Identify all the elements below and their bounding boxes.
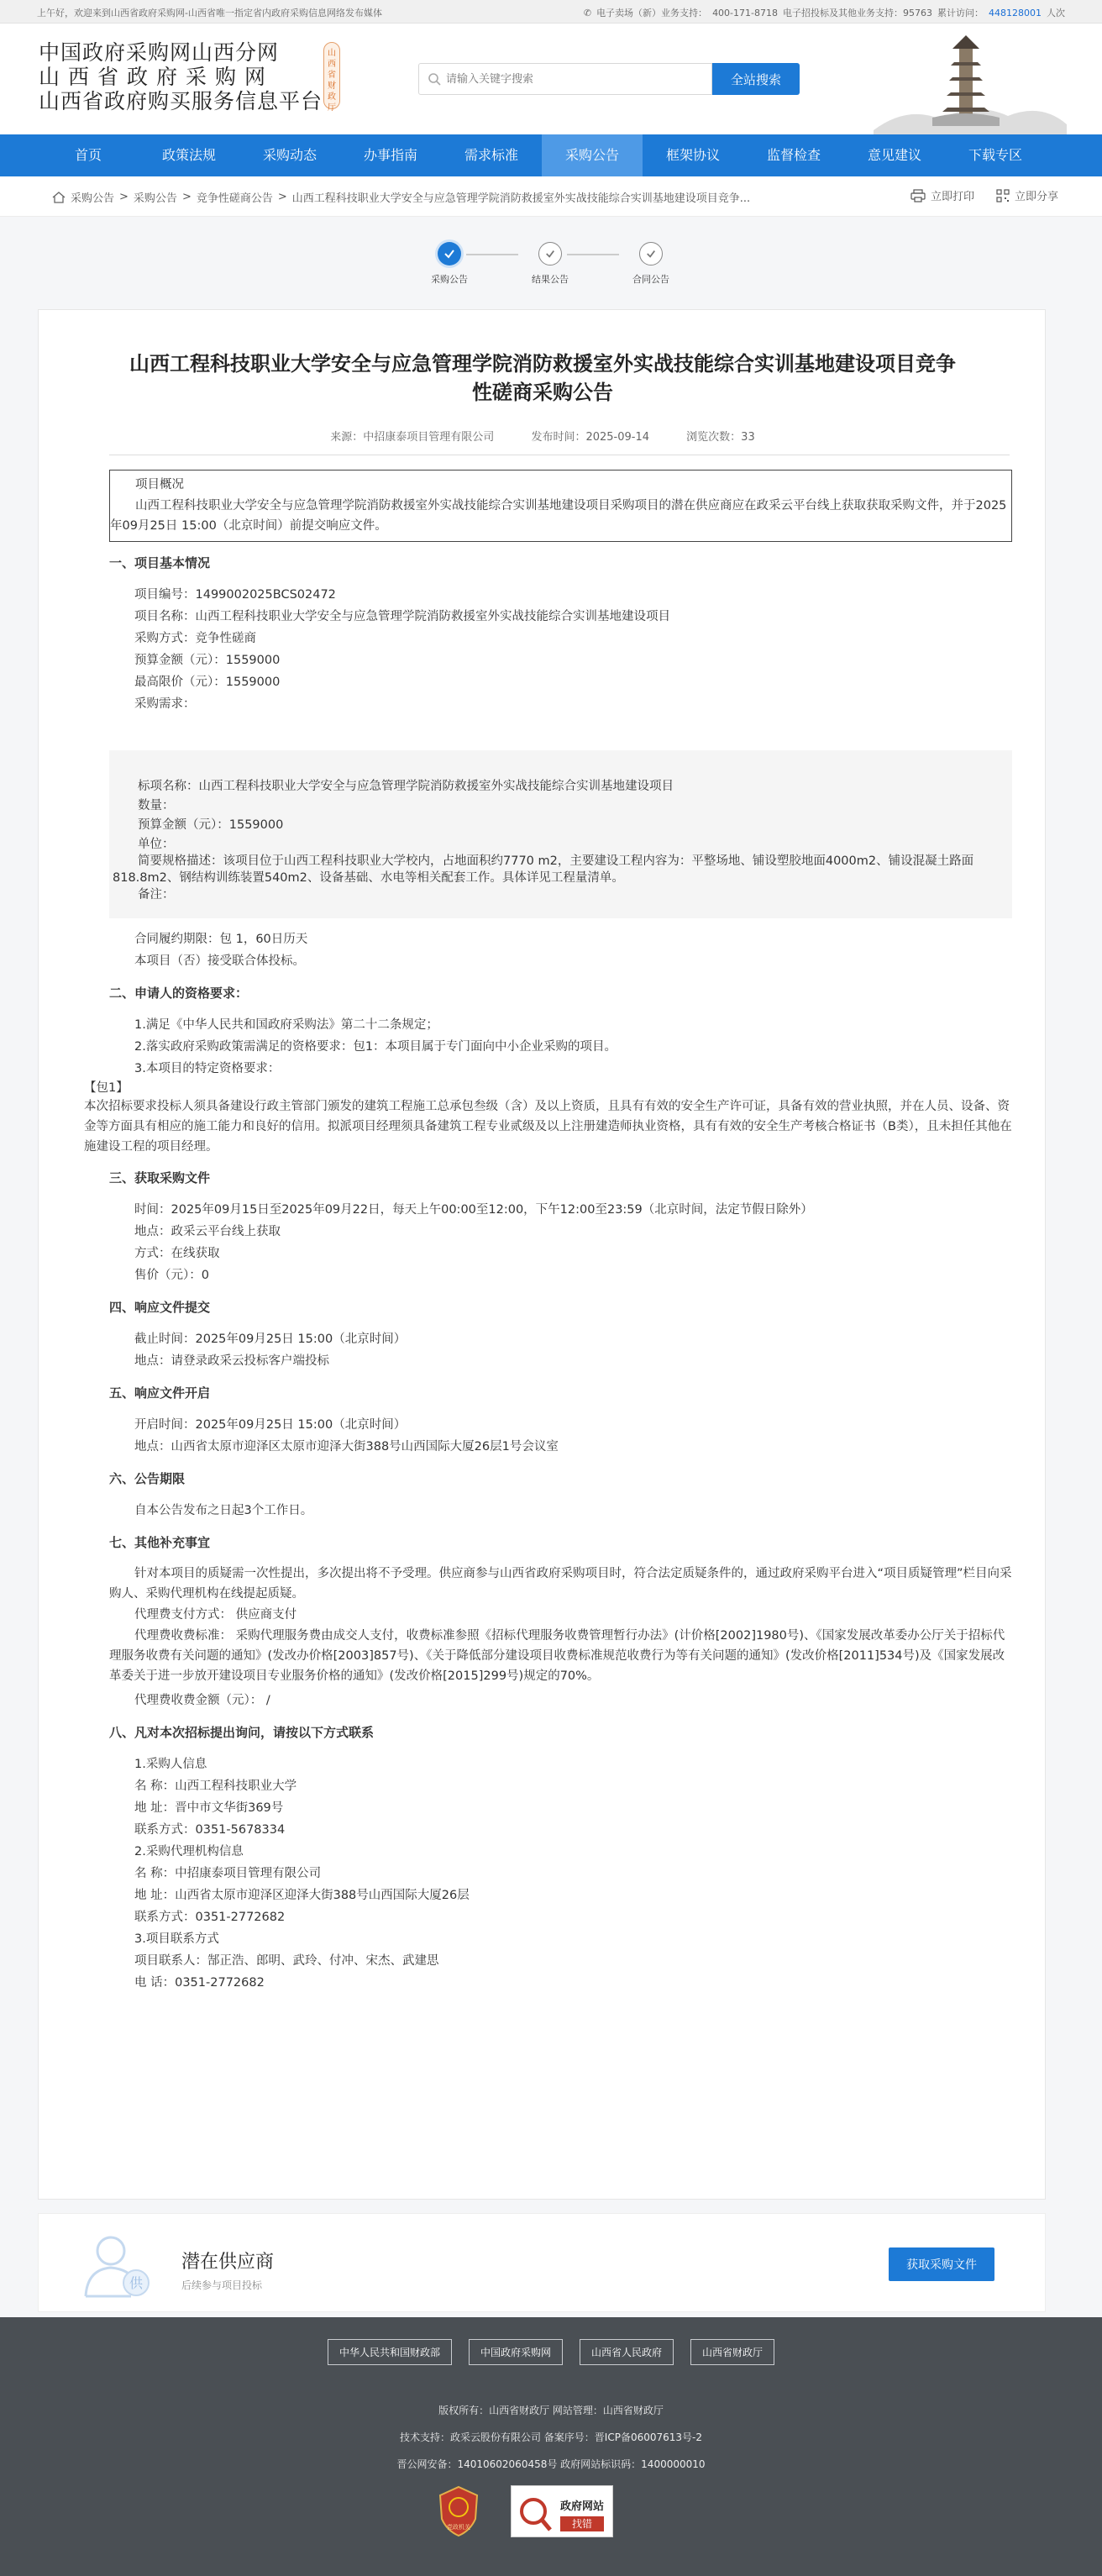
step-connector xyxy=(567,254,619,255)
breadcrumb-item-2[interactable]: 采购公告 xyxy=(133,192,177,205)
article-panel xyxy=(38,309,1046,2200)
section-1-after: 合同履约期限：包 1，60日历天 xyxy=(134,933,308,946)
potential-supplier-card xyxy=(38,2213,1046,2312)
overview-box xyxy=(109,470,1012,542)
qr-code-icon xyxy=(996,189,1010,202)
site-logo[interactable] xyxy=(39,40,323,113)
section-5-line: 开启时间：2025年09月25日 15:00（北京时间） xyxy=(134,1418,407,1432)
date-label: 发布时间： xyxy=(531,431,586,444)
section-2-title: 二、申请人的资格要求： xyxy=(109,986,249,1001)
section-8-title: 八、凡对本次招标提出询问，请按以下方式联系 xyxy=(109,1725,375,1740)
site-header xyxy=(0,24,1102,134)
footer-links xyxy=(0,2339,1102,2365)
breadcrumb-current: 山西工程科技职业大学安全与应急管理学院消防救援室外实战技能综合实训基地建设项目竞争... xyxy=(291,192,751,205)
footer-link-shanxi-finance[interactable]: 山西省财政厅 xyxy=(690,2339,774,2365)
section-5-line: 地点：山西省太原市迎泽区太原市迎泽大街388号山西国际大厦26层1号会议室 xyxy=(134,1440,559,1454)
overview-text: 山西工程科技职业大学安全与应急管理学院消防救援室外实战技能综合实训基地建设项目采购项目的潜在供应商应在政采云平台线上获取获取采购文件，并于2025年09月25日 15:00（北京时间）前提交响应文件。 xyxy=(110,499,1007,533)
section-2-line: 1.满足《中华人民共和国政府采购法》第二十二条规定； xyxy=(134,1018,438,1032)
contact-line: 1.采购人信息 xyxy=(134,1758,207,1771)
support-info xyxy=(584,6,1065,19)
logo-line-3: 山西省政府购买服务信息平台 xyxy=(39,89,323,113)
badge2-title: 政府网站 xyxy=(559,2500,605,2513)
date-value: 2025-09-14 xyxy=(585,431,650,444)
footer-security: 晋公网安备：14010602060458号 政府网站标识码：1400000010 xyxy=(396,2458,706,2470)
site-footer xyxy=(0,2317,1102,2576)
source-label: 来源： xyxy=(330,431,364,444)
section-1-line: 项目编号：1499002025BCS02472 xyxy=(134,588,336,602)
seal-badge: 山西省财政厅 xyxy=(323,42,340,109)
contact-line: 地 址：晋中市文华街369号 xyxy=(134,1801,284,1815)
section-7-pay: 代理费支付方式： 供应商支付 xyxy=(134,1608,297,1622)
breadcrumb xyxy=(0,176,1102,217)
nav-item-downloads[interactable]: 下载专区 xyxy=(968,147,1022,163)
main-nav xyxy=(0,134,1102,176)
nav-item-news[interactable]: 采购动态 xyxy=(262,147,317,163)
section-7-title: 七、其他补充事宜 xyxy=(109,1535,211,1550)
print-button[interactable] xyxy=(910,187,974,203)
contact-line: 3.项目联系方式 xyxy=(134,1932,219,1946)
logo-line-1: 中国政府采购网山西分网 xyxy=(39,40,280,65)
step-connector xyxy=(466,254,518,255)
step-done-icon xyxy=(438,242,461,265)
party-gov-badge-icon[interactable] xyxy=(437,2485,480,2537)
section-2-line: 2.落实政府采购政策需满足的资格要求：包1：本项目属于专门面向中小企业采购的项目。 xyxy=(134,1040,617,1054)
section-1-line: 最高限价（元）：1559000 xyxy=(134,676,281,689)
section-4-title: 四、响应文件提交 xyxy=(109,1300,211,1315)
badge1-text: 党政机关 xyxy=(447,2524,470,2531)
step-announcement[interactable] xyxy=(420,242,479,286)
package-label: 【包1】 xyxy=(84,1081,129,1095)
footer-link-shanxi-gov[interactable]: 山西省人民政府 xyxy=(580,2339,674,2365)
print-label: 立即打印 xyxy=(930,191,974,203)
nav-item-framework[interactable]: 框架协议 xyxy=(665,147,720,163)
article-views xyxy=(686,431,755,444)
requirement-spec: 简要规格描述：该项目位于山西工程科技职业大学校内，占地面积约7770 m2，主要建设工程内容为：平整场地、铺设塑胶地面4000m2、铺设混凝土路面818.8m2、钢结构训练装置540m2、设备基础、水电等相关配套工作。具体详见工程量清单。 xyxy=(113,854,974,885)
visits-label: 累计访问： xyxy=(937,8,984,18)
section-7-fee: 代理费收费标准： 采购代理服务费由成交人支付，收费标准参照《招标代理服务收费管理暂行办法》(计价格[2002]1980号)、《国家发展改革委办公厅关于招标代理服务收费有关问题的通知》(发改办价格[2003]857号)、《关于降低部分建设项目收费标准规范收费行为等有关问题的通知》(发改价格[2011]534号)及《国家发展改革委关于进一步放开建设项目专业服务价格的通知》(发改价格[2015]299号)规定的70%。 xyxy=(109,1629,1005,1683)
search-icon xyxy=(428,72,441,86)
breadcrumb-item-3[interactable]: 竞争性磋商公告 xyxy=(196,192,273,205)
section-5-title: 五、响应文件开启 xyxy=(109,1385,211,1401)
contact-line: 项目联系人：郜正浩、郎明、武玲、付冲、宋杰、武建思 xyxy=(134,1954,439,1968)
visits-unit: 人次 xyxy=(1047,8,1065,18)
footer-link-ccgp[interactable]: 中国政府采购网 xyxy=(469,2339,563,2365)
section-4-line: 截止时间：2025年09月25日 15:00（北京时间） xyxy=(134,1333,407,1346)
share-label: 立即分享 xyxy=(1014,191,1058,203)
other-support: 电子招投标及其他业务支持：95763 xyxy=(783,8,932,18)
section-1-line: 预算金额（元）：1559000 xyxy=(134,654,281,667)
requirements-box xyxy=(109,750,1012,918)
nav-item-standards[interactable]: 需求标准 xyxy=(464,147,518,163)
footer-link-mof[interactable]: 中华人民共和国财政部 xyxy=(328,2339,452,2365)
visits-count: 448128001 xyxy=(989,7,1042,18)
requirement-line: 预算金额（元）：1559000 xyxy=(138,818,284,832)
gov-site-error-badge[interactable] xyxy=(511,2485,613,2537)
step-result[interactable] xyxy=(521,242,580,286)
nav-item-home[interactable]: 首页 xyxy=(74,147,102,163)
section-4-line: 地点：请登录政采云投标客户端投标 xyxy=(134,1354,329,1368)
section-6-title: 六、公告期限 xyxy=(109,1471,186,1486)
supplier-avatar-icon xyxy=(81,2231,156,2300)
service-phone: 400-171-8718 xyxy=(712,7,778,18)
supplier-avatar-char: 供 xyxy=(129,2275,144,2291)
step-check-icon xyxy=(639,242,663,265)
section-3-line: 方式：在线获取 xyxy=(134,1247,220,1260)
section-3-line: 售价（元）：0 xyxy=(134,1269,209,1282)
requirement-line: 数量： xyxy=(138,799,175,812)
article-title: 山西工程科技职业大学安全与应急管理学院消防救援室外实战技能综合实训基地建设项目竞争性磋商采购公告 xyxy=(129,352,956,404)
printer-icon xyxy=(910,189,926,202)
section-1-line: 采购方式：竞争性磋商 xyxy=(134,632,256,645)
article-date xyxy=(531,431,649,444)
nav-item-supervision[interactable]: 监督检查 xyxy=(766,147,821,163)
requirement-line: 标项名称：山西工程科技职业大学安全与应急管理学院消防救援室外实战技能综合实训基地建设项目 xyxy=(138,780,674,793)
breadcrumb-separator: > xyxy=(119,191,129,203)
progress-steps xyxy=(420,242,672,299)
home-icon[interactable] xyxy=(52,192,66,203)
section-3-line: 地点：政采云平台线上获取 xyxy=(134,1225,281,1238)
overview-title: 项目概况 xyxy=(135,478,184,492)
requirement-line: 单位： xyxy=(138,838,175,851)
nav-item-feedback[interactable]: 意见建议 xyxy=(867,147,921,163)
step-label: 采购公告 xyxy=(431,274,468,285)
logo-line-2: 山西省政府采购网 xyxy=(39,65,275,89)
section-7-paragraph: 针对本项目的质疑需一次性提出，多次提出将不予受理。供应商参与山西省政府采购项目时，符合法定质疑条件的，通过政府采购平台进入“项目质疑管理”栏目向采购人、采购代理机构在线提起质疑。 xyxy=(109,1567,1012,1601)
section-1-title: 一、项目基本情况 xyxy=(109,555,211,570)
breadcrumb-separator: > xyxy=(181,191,192,203)
contact-line: 联系方式：0351-5678334 xyxy=(134,1823,286,1837)
breadcrumb-item-1[interactable]: 采购公告 xyxy=(71,192,115,205)
top-bar xyxy=(0,0,1102,24)
search-button[interactable]: 全站搜索 xyxy=(712,63,800,95)
share-button[interactable] xyxy=(996,187,1058,203)
breadcrumb-separator: > xyxy=(277,191,287,203)
footer-copyright: 版权所有：山西省财政厅 网站管理：山西省财政厅 xyxy=(438,2405,664,2416)
section-1-line: 采购需求： xyxy=(134,697,196,711)
contact-line: 电 话：0351-2772682 xyxy=(134,1976,265,1990)
badge2-sub: 找错 xyxy=(571,2518,593,2530)
section-1-after: 本项目（否）接受联合体投标。 xyxy=(134,954,305,968)
contact-line: 名 称：山西工程科技职业大学 xyxy=(134,1780,297,1793)
step-check-icon xyxy=(538,242,562,265)
article-meta xyxy=(39,428,1047,444)
magnifier-icon xyxy=(512,2486,614,2538)
section-7-amount: 代理费收费金额（元）： / xyxy=(134,1694,270,1707)
nav-item-policy[interactable]: 政策法规 xyxy=(161,147,216,163)
supplier-title: 潜在供应商 xyxy=(181,2252,275,2273)
section-3-title: 三、获取采购文件 xyxy=(109,1170,211,1185)
requirement-note: 备注： xyxy=(138,888,175,902)
phone-icon: ✆ xyxy=(583,7,592,18)
get-documents-button[interactable]: 获取采购文件 xyxy=(889,2247,994,2281)
article-source xyxy=(330,431,494,444)
section-3-line: 时间：2025年09月15日至2025年09月22日，每天上午00:00至12:00，下午12:00至23:59（北京时间，法定节假日除外） xyxy=(134,1203,813,1217)
search-input[interactable] xyxy=(446,71,698,87)
supplier-subtitle: 后续参与项目投标 xyxy=(181,2279,263,2291)
nav-item-announcements[interactable]: 采购公告 xyxy=(542,134,643,176)
contact-line: 地 址：山西省太原市迎泽区迎泽大街388号山西国际大厦26层 xyxy=(134,1889,470,1902)
pagoda-illustration xyxy=(874,25,1067,134)
nav-item-guide[interactable]: 办事指南 xyxy=(363,147,417,163)
service-prefix: 电子卖场（新）业务支持： xyxy=(596,8,708,18)
source-value: 中招康泰项目管理有限公司 xyxy=(363,431,495,444)
package-requirements: 本次招标要求投标人须具备建设行政主管部门颁发的建筑工程施工总承包叁级（含）及以上资质，且具有有效的安全生产许可证，具备有效的营业执照，并在人员、设备、资金等方面具有相应的施工能力和良好的信用。拟派项目经理须具备建筑工程专业贰级及以上注册建造师执业资格，具有有效的安全生产考核合格证书（B类），且未担任其他在施建设工程的项目经理。 xyxy=(84,1100,1012,1154)
search-box[interactable] xyxy=(418,63,712,95)
contact-line: 2.采购代理机构信息 xyxy=(134,1845,244,1858)
contact-line: 名 称：中招康泰项目管理有限公司 xyxy=(134,1867,322,1880)
step-label: 合同公告 xyxy=(632,274,669,285)
footer-support: 技术支持：政采云股份有限公司 备案序号：晋ICP备06007613号-2 xyxy=(399,2431,702,2443)
contact-line: 联系方式：0351-2772682 xyxy=(134,1911,286,1924)
views-value: 33 xyxy=(741,431,755,444)
welcome-text: 上午好，欢迎来到山西省政府采购网-山西省唯一指定省内政府采购信息网络发布媒体 xyxy=(37,8,382,18)
step-contract[interactable] xyxy=(622,242,680,286)
step-label: 结果公告 xyxy=(532,274,569,285)
section-1-line: 项目名称：山西工程科技职业大学安全与应急管理学院消防救援室外实战技能综合实训基地建设项目 xyxy=(134,610,670,623)
article-body xyxy=(84,470,1012,1994)
views-label: 浏览次数： xyxy=(686,431,742,444)
section-2-line: 3.本项目的特定资格要求： xyxy=(134,1062,281,1075)
section-6-text: 自本公告发布之日起3个工作日。 xyxy=(134,1504,313,1517)
